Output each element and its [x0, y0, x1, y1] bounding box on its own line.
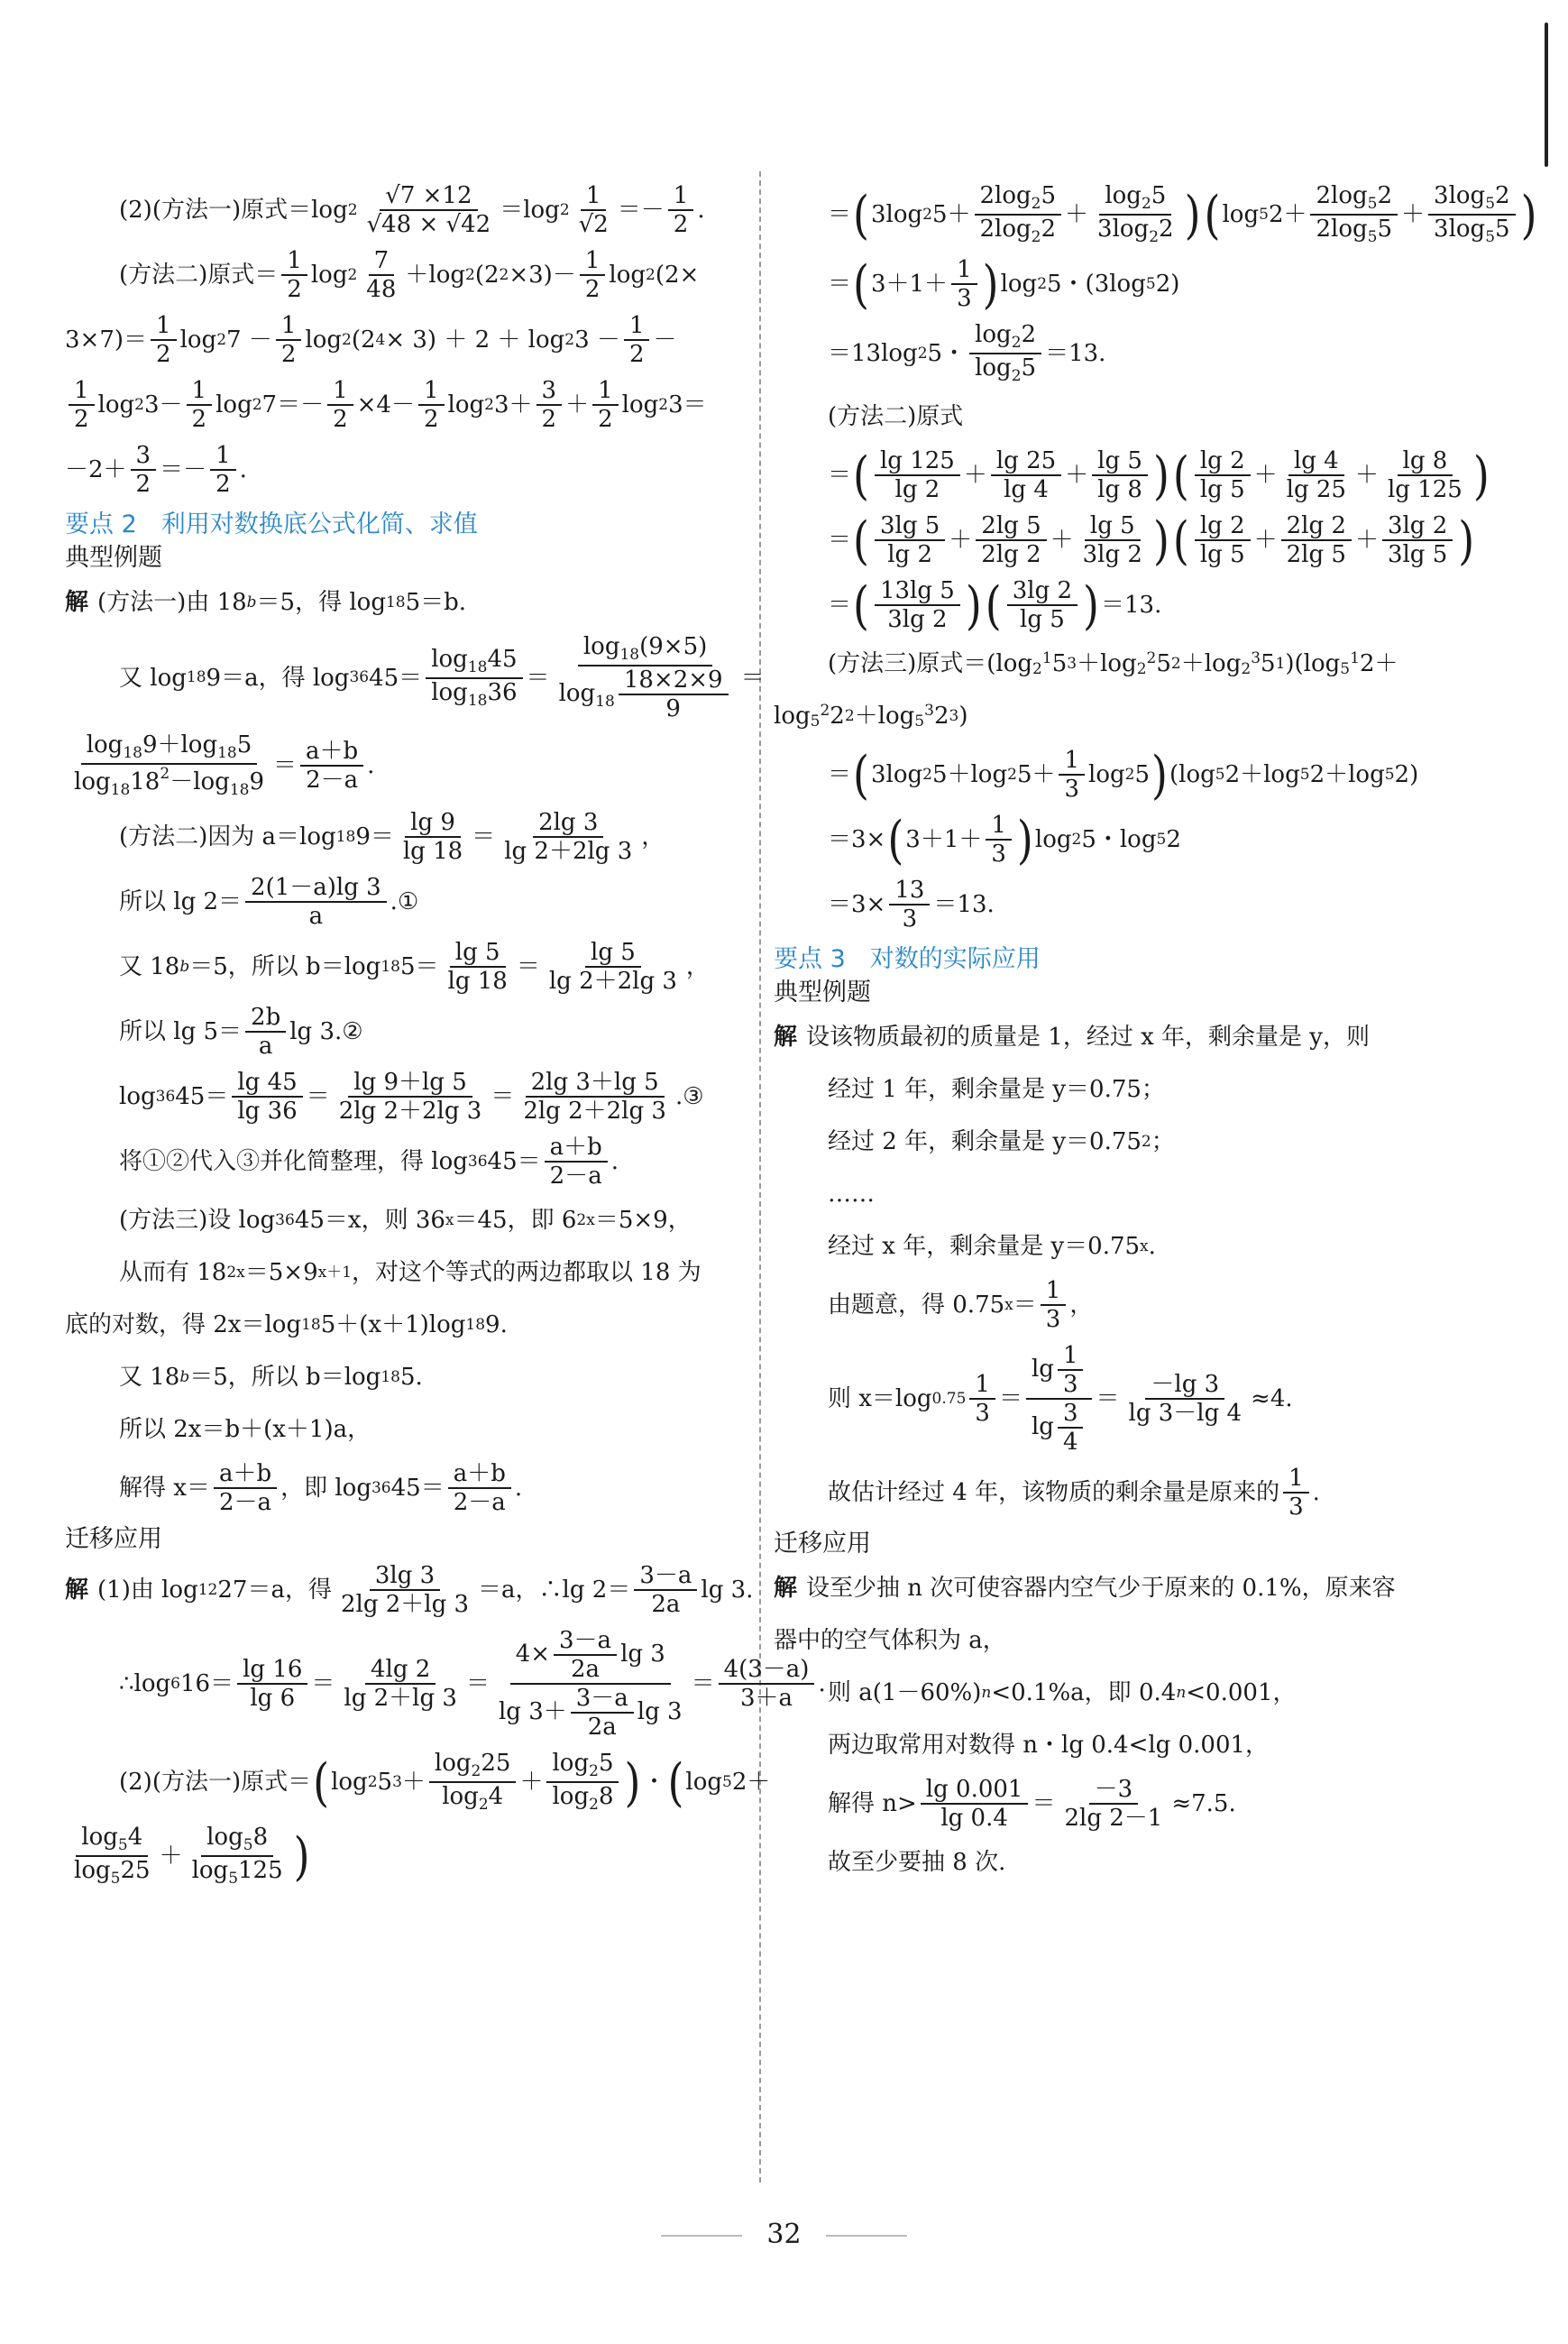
right-line-9: log $5^2$ 2 2 ＋log $5^3$ 2 3 ) — [774, 701, 968, 731]
section-heading-3: 要点 3 对数的实际应用 — [774, 945, 1041, 973]
subheading-example-right: 典型例题 — [774, 979, 871, 1007]
right-line-7: ＝ ( $\frac{13\lg 5}{3\lg 2}$ ) ( $\frac{3\lg 2}{\lg 5}$ ) ＝13. — [828, 575, 1162, 636]
page-edge-mark — [1545, 23, 1548, 167]
left-line-17: 底的对数，得 2x＝log 18 5＋(x＋1)log 18 9. — [65, 1311, 508, 1338]
right-line-12: ＝3× $\frac{13}{3}$ ＝13. — [828, 877, 995, 933]
subheading-transfer-right: 迁移应用 — [774, 1530, 871, 1558]
column-divider — [759, 171, 761, 2183]
page-number: 32 — [766, 2219, 802, 2250]
right-line-13: 解 设该物质最初的质量是 1，经过 x 年，剩余量是 y，则 — [774, 1024, 1370, 1051]
left-line-5: －2＋ $\frac{3}{2}$ ＝－ $\frac{1}{2}$ . — [65, 442, 247, 498]
left-line-6: 解 (方法一)由 18 b ＝5，得 log 18 5＝b. — [65, 589, 467, 616]
left-line-24: $\frac{\log_54}{\log_525}$ ＋ $\frac{\log_58}{\log_5125}$ ) — [74, 1824, 310, 1888]
left-line-8: $\frac{\log_{18}9+\log_{18}5}{\log_{18}18^2-\log_{18}9}$ ＝ $\frac{a+b}{2-a}$ . — [74, 731, 375, 799]
left-line-14: 将①②代入③并化简整理，得 log 36 45＝ $\frac{a+b}{2-a}$ . — [119, 1134, 619, 1190]
left-line-22: ∴log 6 16＝ $\frac{\lg 16}{\lg 6}$ ＝ $\frac{4\lg 2}{\lg 2+\lg 3}$ ＝ 4× $\frac{3-a}{2a}$ lg 3 lg 3＋ $\frac{3-a}{2a}$ lg 3 ＝ $\frac{4(3-a)}{3+a}$ . — [119, 1627, 826, 1741]
left-line-19: 所以 2x＝b＋(x＋1)a， — [119, 1416, 371, 1443]
right-line-2: ＝ ( 3＋1＋ $\frac{1}{3}$ ) log 2 5・(3log 5 2) — [828, 253, 1180, 315]
right-line-20: 故估计经过 4 年，该物质的剩余量是原来的 $\frac{1}{3}$ . — [828, 1465, 1320, 1521]
left-line-23: (2)(方法一)原式＝ ( log 2 5 3 ＋ $\frac{\log_225}{\log_24}$ ＋ $\frac{\log_25}{\log_28}$ ) ・ ( log 5 2＋ — [119, 1750, 771, 1814]
left-line-1: (2)(方法一)原式＝log 2 $\frac{√7 \times 12}{√48 \times √42}$ ＝log 2 $\frac{1}{√2}$ ＝－ $\frac{1}{2}$ . — [119, 182, 705, 238]
right-line-6: ＝ ( $\frac{3\lg 5}{\lg 2}$ ＋ $\frac{2\lg 5}{2\lg 2}$ ＋ $\frac{\lg 5}{3\lg 2}$ ) ( $\frac{\lg 2}{\lg 5}$ ＋ $\frac{2\lg 2}{2\lg 5}$ ＋ $\frac{3\lg 2}{3\lg 5}$ ) — [828, 510, 1475, 571]
left-line-20: 解得 x＝ $\frac{a+b}{2-a}$ ，即 log 36 45＝ $\frac{a+b}{2-a}$ . — [119, 1460, 523, 1516]
right-line-8: (方法三)原式＝(log $2^1$ 5 3 ＋log $2^2$ 5 2 ＋log $2^3$ 5 1 )(log $5^1$ 2＋ — [828, 648, 1398, 678]
right-line-16: …… — [828, 1181, 875, 1208]
right-line-26: 故至少要抽 8 次. — [828, 1849, 1006, 1876]
right-line-3: ＝13log 2 5・ $\frac{\log_22}{\log_25}$ ＝13. — [828, 321, 1106, 385]
right-line-4: (方法二)原式 — [828, 403, 964, 430]
left-line-4: $\frac{1}{2}$ log 2 3－ $\frac{1}{2}$ log 2 7＝－ $\frac{1}{2}$ ×4－ $\frac{1}{2}$ log 2 3＋ $\frac{3}{2}$ ＋ $\frac{1}{2}$ log 2 3＝ — [65, 379, 759, 431]
left-line-10: 所以 lg 2＝ $\frac{2(1-a)\lg 3}{a}$ . ① — [119, 874, 419, 930]
right-line-1: ＝ ( 3log 2 5＋ $\frac{2\log_25}{2\log_22}$ ＋ $\frac{\log_25}{3\log_22}$ ) ( log 5 2＋ $\frac{2\log_52}{2\log_55}$ ＋ $\frac{3\log_52}{3\log_55}$ ) — [828, 182, 1537, 246]
right-line-11: ＝3× ( 3＋1＋ $\frac{1}{3}$ ) log 2 5・log 5 2 — [828, 809, 1181, 870]
right-line-18: 由题意，得 0.75 x ＝ $\frac{1}{3}$ ， — [828, 1277, 1094, 1333]
subheading-transfer-left: 迁移应用 — [65, 1525, 162, 1553]
page-footer — [0, 2219, 1568, 2250]
footer-rule-right — [826, 2235, 907, 2237]
left-line-11: 又 18 b ＝5，所以 b＝log 18 5＝ $\frac{\lg 5}{\lg 18}$ ＝ $\frac{\lg 5}{\lg 2+2\lg 3}$ ， — [119, 939, 710, 995]
right-line-17: 经过 x 年，剩余量是 y＝0.75 x . — [828, 1233, 1156, 1260]
right-line-19: 则 x＝log 0.75 $\frac{1}{3}$ ＝ lg $\frac{1}{3}$ lg $\frac{3}{4}$ ＝ $\frac{-\lg 3}{\lg 3-\lg 4}$ ≈4. — [828, 1342, 1293, 1456]
right-line-24: 两边取常用对数得 n・lg 0.4<lg 0.001， — [828, 1732, 1270, 1759]
right-line-21: 解 设至少抽 n 次可使容器内空气少于原来的 0.1%，原来容 — [774, 1575, 1396, 1602]
right-line-25: 解得 n> $\frac{\lg 0.001}{\lg 0.4}$ ＝ $\frac{-3}{2\lg 2-1}$ ≈7.5. — [828, 1776, 1236, 1832]
left-line-13: log 36 45＝ $\frac{\lg 45}{\lg 36}$ ＝ $\frac{\lg 9+\lg 5}{2\lg 2+2\lg 3}$ ＝ $\frac{2\lg 3+\lg 5}{2\lg 2+2\lg 3}$ . ③ — [119, 1069, 704, 1125]
left-line-21: 解 (1)由 log 12 27＝a，得 $\frac{3\lg 3}{2\lg 2+\lg 3}$ ＝a，∴lg 2＝ $\frac{3-a}{2a}$ lg 3. — [65, 1562, 754, 1618]
left-line-12: 所以 lg 5＝ $\frac{2b}{a}$ lg 3. ② — [119, 1004, 363, 1060]
right-line-14: 经过 1 年，剩余量是 y＝0.75； — [828, 1076, 1165, 1103]
right-line-23: 则 a(1－60%) n <0.1%a，即 0.4 n <0.001， — [828, 1679, 1297, 1706]
right-line-22: 器中的空气体积为 a， — [774, 1627, 1006, 1654]
right-column — [774, 171, 1537, 1895]
right-line-15: 经过 2 年，剩余量是 y＝0.75 2 ； — [828, 1128, 1175, 1155]
left-line-3: 3×7)＝ $\frac{1}{2}$ log 2 7 － $\frac{1}{2}$ log 2 (2 4 × 3) ＋ 2 ＋ log 2 3 － $\frac{1}{2}$ － — [65, 312, 677, 368]
left-column — [65, 171, 826, 1899]
right-line-10: ＝ ( 3log 2 5＋log 2 5＋ $\frac{1}{3}$ log 2 5 ) (log 5 2＋log 5 2＋log 5 2) — [828, 744, 1419, 805]
subheading-example: 典型例题 — [65, 544, 162, 572]
left-line-7: 又 log 18 9＝a，得 log 36 45＝ $\frac{\log_{18}45}{\log_{18}36}$ ＝ $\log_{18}(9\times 5)$ $\log_{18}$ $\frac{18\times 2\times 9}{9}$ ＝ — [119, 633, 765, 722]
left-line-9: (方法二)因为 a＝log 18 9＝ $\frac{\lg 9}{\lg 18}$ ＝ $\frac{2\lg 3}{\lg 2+2\lg 3}$ ， — [119, 809, 665, 865]
left-line-15: (方法三)设 log 36 45 ＝x，则 36 x ＝45，即 6 2x ＝5×9， — [119, 1207, 692, 1234]
left-line-16: 从而有 18 2x ＝5×9 x＋1 ，对这个等式的两边都取以 18 为 — [119, 1259, 701, 1286]
right-line-5: ＝ ( $\frac{\lg 125}{\lg 2}$ ＋ $\frac{\lg 25}{\lg 4}$ ＋ $\frac{\lg 5}{\lg 8}$ ) ( $\frac{\lg 2}{\lg 5}$ ＋ $\frac{\lg 4}{\lg 25}$ ＋ $\frac{\lg 8}{\lg 125}$ ) — [828, 445, 1490, 506]
left-line-18: 又 18 b ＝5，所以 b＝log 18 5. — [119, 1364, 423, 1391]
left-line-2: (方法二)原式＝ $\frac{1}{2}$ log 2 $\frac{7}{48}$ ＋log 2 (2 2 ×3)－ $\frac{1}{2}$ log 2 (2× — [119, 247, 700, 303]
section-heading-2: 要点 2 利用对数换底公式化简、求值 — [65, 510, 478, 538]
footer-rule-left — [661, 2235, 742, 2237]
